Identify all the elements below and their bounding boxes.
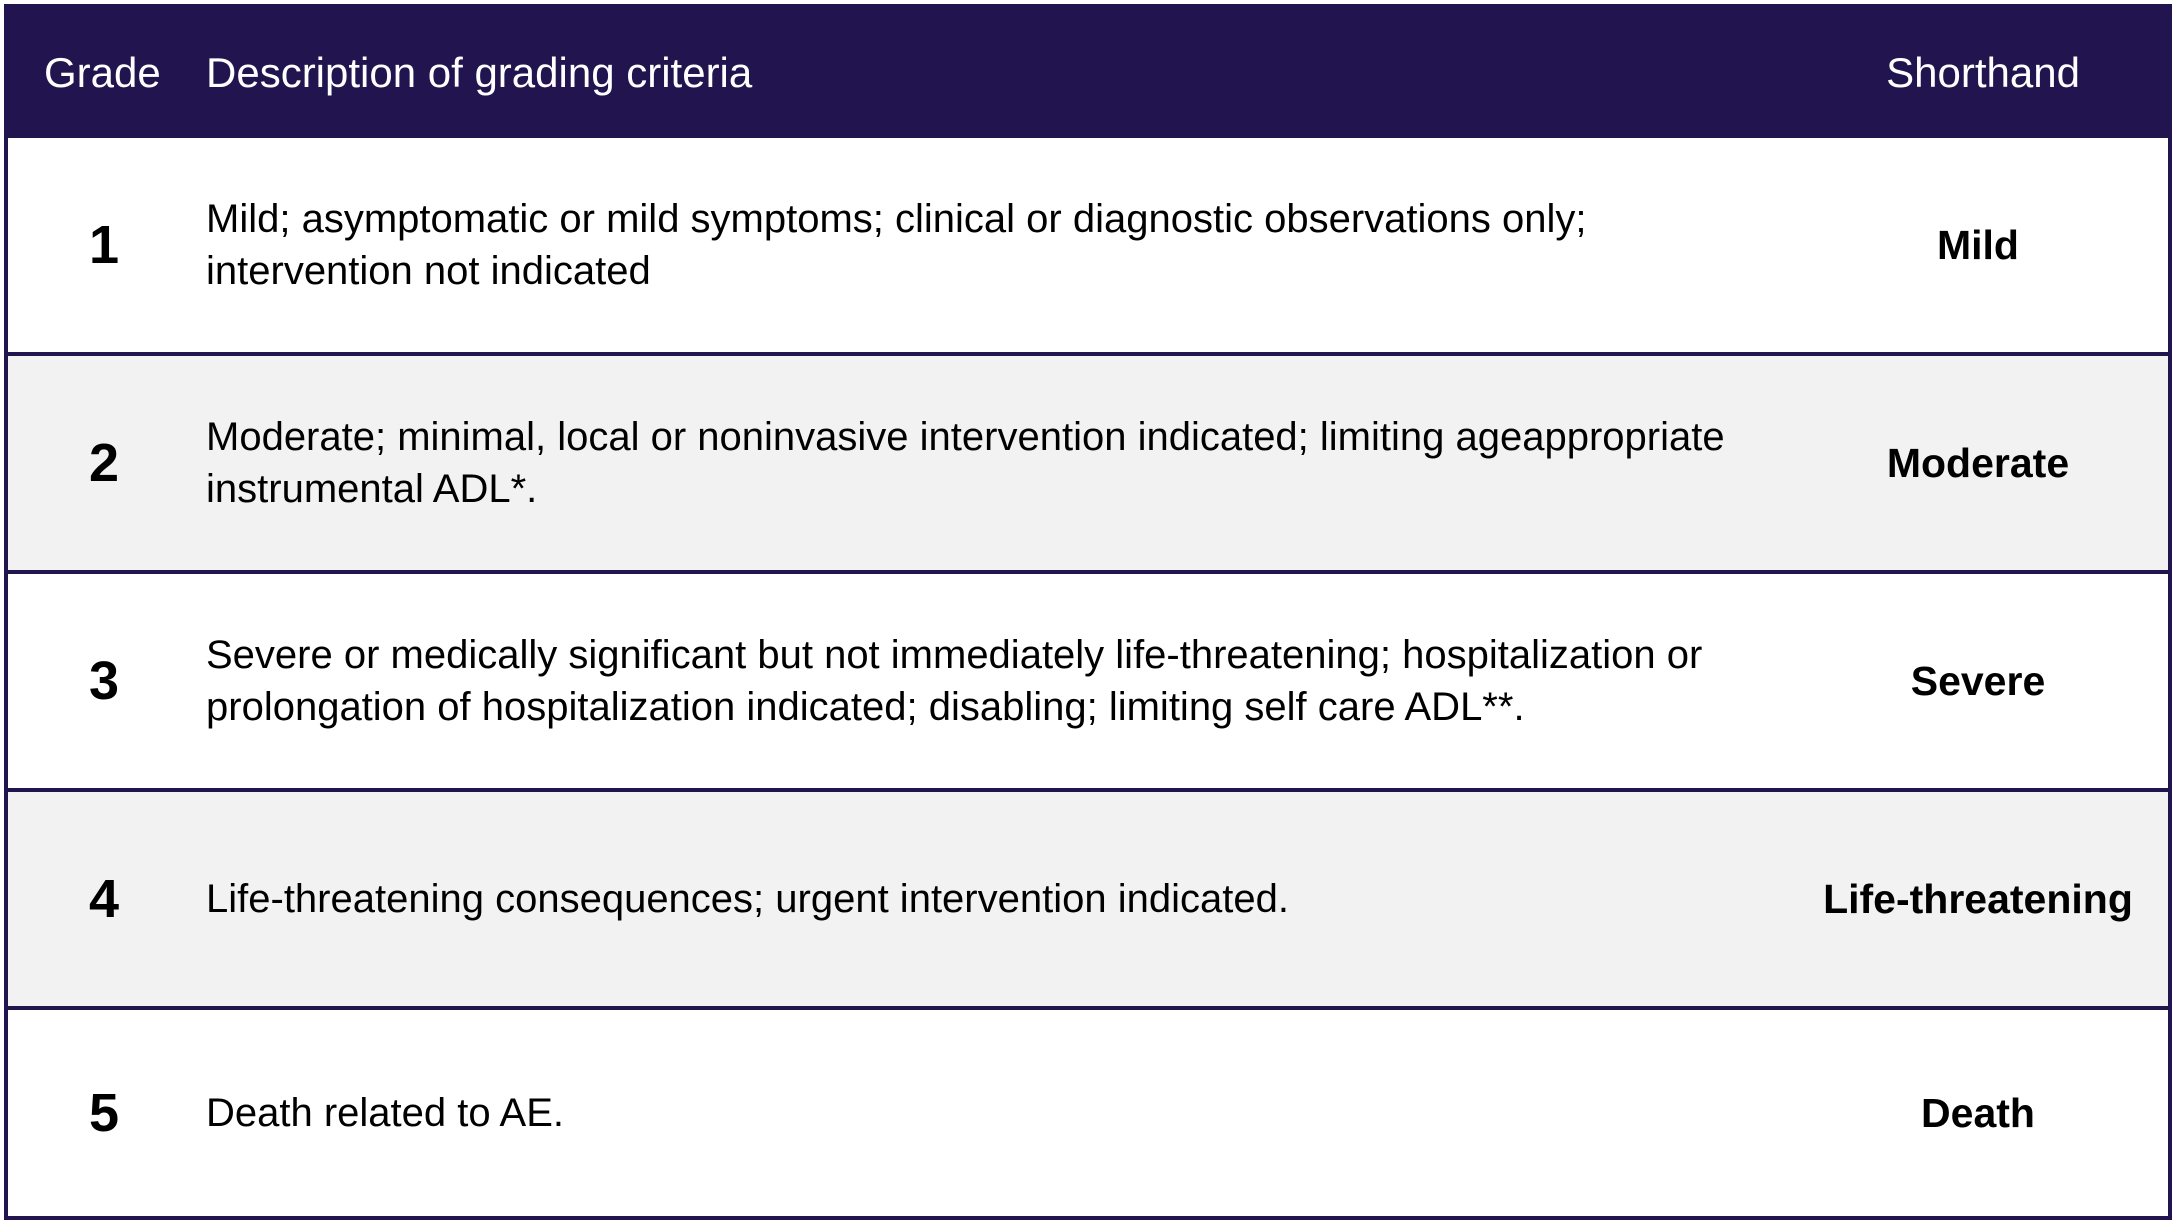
description-cell: Severe or medically significant but not immediately life-threatening; hospitalization or prolongation of hospitalization indicated; disabling; limiting self care ADL**.: [206, 633, 1703, 729]
table-row: [8, 352, 2168, 570]
table-row: [8, 1006, 2168, 1216]
header-shorthand: Shorthand: [1886, 49, 2080, 96]
table-header: [8, 8, 2168, 138]
grade-cell: 3: [88, 651, 120, 711]
shorthand-cell: Death: [1921, 1089, 2035, 1136]
grade-cell: 1: [88, 215, 120, 275]
table-row: [8, 138, 2168, 352]
description-cell: Death related to AE.: [206, 1091, 565, 1135]
header-grade: Grade: [44, 49, 161, 96]
shorthand-cell: Mild: [1937, 221, 2019, 268]
description-cell: Mild; asymptomatic or mild symptoms; clinical or diagnostic observations only; intervention not indicated: [206, 197, 1587, 293]
description-cell: Moderate; minimal, local or noninvasive intervention indicated; limiting ageappropriate instrumental ADL*.: [206, 415, 1725, 511]
grading-table: [4, 4, 2172, 1220]
shorthand-cell: Severe: [1910, 657, 2046, 704]
table-row: [8, 788, 2168, 1006]
shorthand-cell: Moderate: [1886, 439, 2070, 486]
header-description: Description of grading criteria: [206, 49, 753, 96]
shorthand-cell: Life-threatening: [1823, 875, 2133, 922]
description-cell: Life-threatening consequences; urgent intervention indicated.: [206, 877, 1289, 921]
grade-cell: 4: [88, 869, 120, 929]
grade-cell: 2: [88, 433, 120, 493]
grade-cell: 5: [88, 1083, 120, 1143]
table-row: [8, 570, 2168, 788]
